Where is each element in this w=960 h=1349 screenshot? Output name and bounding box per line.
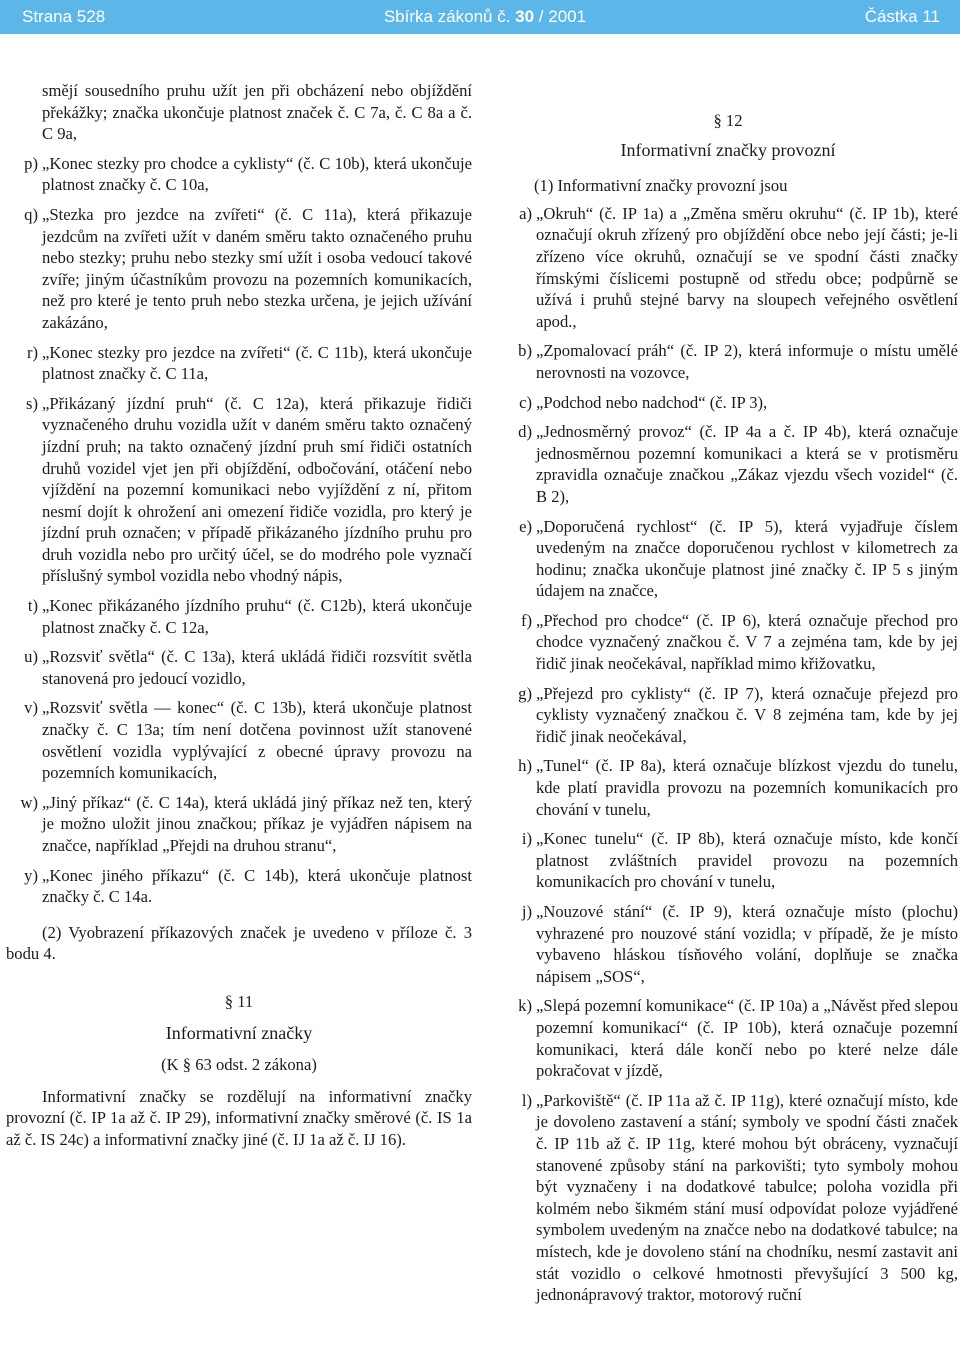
item-label: c) xyxy=(519,392,532,412)
item-text: „Podchod nebo nadchod“ (č. IP 3), xyxy=(536,392,768,412)
item-label: k) xyxy=(518,996,532,1016)
list-item xyxy=(6,204,472,334)
item-text: „Zpomalovací práh“ (č. IP 2), která informuje o místu umělé nerovnosti na vozovce, xyxy=(536,341,958,382)
section-11-number: § 11 xyxy=(224,991,254,1011)
list-item xyxy=(498,995,958,1081)
page-body xyxy=(0,34,960,1349)
section-11-text: Informativní značky se rozdělují na informativní značky provozní (č. IP 1a až č. IP 29), informativní značky směrové (č. IS 1a až č. IS 24c) a informativní značky jiné (č. IJ 1a až č. IJ 16). xyxy=(6,1086,472,1149)
list-item xyxy=(498,421,958,507)
list-item xyxy=(6,153,472,196)
item-text: „Stezka pro jezdce na zvířeti“ (č. C 11a), která přikazuje jezdcům na zvířeti užít v daném směru takto označeného pruhu nebo stezky; pruhu nebo stezky smí užít i osoba vedoucí takové zvíře; jiným účastníkům provozu na pozemních komunikacích, než pro které je tento pruh nebo stezka určena, je jejich užívání zakázáno, xyxy=(42,204,472,332)
item-text: „Nouzové stání“ (č. IP 9), která označuje místo (plochu) vyhrazené pro nouzové stání vozidla; v případě, že je místo vybaveno hláskou tísňového volání, doplňuje se značka nápisem „SOS“, xyxy=(536,902,958,986)
part-number: Částka 11 xyxy=(864,7,940,26)
item-label: t) xyxy=(27,596,38,616)
item-label: v) xyxy=(24,698,38,718)
list-item xyxy=(498,516,958,602)
item-label: a) xyxy=(519,203,532,223)
item-label: l) xyxy=(521,1090,532,1110)
item-text: „Přechod pro chodce“ (č. IP 6), která označuje přechod pro chodce vyznačený značkou č. V 7 a zejména tam, kde by jej řidič jinak neočekával, například mimo křižovatku, xyxy=(536,610,958,674)
item-label: g) xyxy=(518,683,532,703)
item-label: r) xyxy=(26,342,38,362)
page-header xyxy=(0,0,960,34)
list-item xyxy=(498,610,958,675)
item-text: „Rozsviť světla“ (č. C 13a), která ukládá řidiči rozsvítit světla stanovená pro jedoucí vozidlo, xyxy=(42,647,472,688)
list-item xyxy=(498,828,958,893)
item-text: „Konec přikázaného jízdního pruhu“ (č. C12b), která ukončuje platnost značky č. C 12a, xyxy=(42,596,472,637)
item-text: „Slepá pozemní komunikace“ (č. IP 10a) a „Návěst před slepou pozemní komunikací“ (č. IP 10b), která označuje pozemní komunikaci, která dále končí nebo po které nelze dále pokračovat v jízdě, xyxy=(536,996,958,1081)
item-label: u) xyxy=(24,647,38,667)
item-label: f) xyxy=(520,610,532,630)
item-label: q) xyxy=(24,204,38,224)
item-text: „Parkoviště“ (č. IP 11a až č. IP 11g), které označují místo, kde je dovoleno zastavení a stání; symboly ve spodní části značek č. IP 11b až č. IP 11g, které mohou být obráceny, vyznačují stanovené způsoby stání na parkovišti; tyto symboly mohou být vyznačeny i na dodatkové tabulce; poloha vozidla při kolmém nebo šikmém stání musí odpovídat poloze vyjádřené symbolem uvedeným na značce nebo na dodatkové tabulce; na místech, kde je dovoleno stání na chodníku, nesmí zastavit ani stát vozidlo o celkové hmotnosti převyšující 3 500 kg, jednonápravový traktor, motorový ruční xyxy=(536,1090,958,1305)
list-item xyxy=(6,792,472,857)
collection-year: / 2001 xyxy=(534,7,587,26)
item-label: e) xyxy=(519,516,532,536)
section-11-subtitle: (K § 63 odst. 2 zákona) xyxy=(161,1055,317,1075)
item-text: „Jednosměrný provoz“ (č. IP 4a a č. IP 4b), která označuje jednosměrnou pozemní komunikaci a která se v protisměru zpravidla označuje značkou „Zákaz vjezdu všech vozidel“ (č. B 2), xyxy=(536,422,958,506)
item-text: „Jiný příkaz“ (č. C 14a), která ukládá jiný příkaz než ten, který je možno uložit jinou značkou; příkaz je vyjádřen nápisem na značce, například „Přejdi na druhou stranu“, xyxy=(42,792,472,855)
item-label: d) xyxy=(518,422,532,442)
list-item xyxy=(498,1090,958,1306)
item-text: „Přikázaný jízdní pruh“ (č. C 12a), která přikazuje řidiči vyznačeného druhu vozidla užít v daném směru takto označený jízdní pruh; na takto označený jízdní pruh smí řidiči ostatních druhů vozidel vjet jen při objíždění, odbočování, otáčení nebo vjíždění na pozemní komunikaci nebo vyjíždění z ní, přitom nesmí dojít k ohrožení ani omezení řidiče vozidla, pro který je jízdní pruh označen; v případě přikázaného jízdního pruhu pro druh vozidla nebo pro určitý účel, se do modrého pole vyznačí příslušný symbol vozidla nebo vhodný nápis, xyxy=(42,393,472,586)
item-label: h) xyxy=(518,756,532,776)
item-text: „Rozsviť světla — konec“ (č. C 13b), která ukončuje platnost značky č. C 13a; tím není dotčena povinnost užít stanovené osvětlení vozidla vyplývající z obecné úpravy provozu na pozemních komunikacích, xyxy=(42,698,472,783)
list-item xyxy=(6,342,472,385)
list-item xyxy=(6,697,472,783)
item-label: j) xyxy=(521,902,532,921)
item-label: p) xyxy=(24,153,38,173)
paragraph-2: (2) Vyobrazení příkazových značek je uvedeno v příloze č. 3 bodu 4. xyxy=(6,922,472,964)
right-item-list xyxy=(498,203,958,1306)
item-label: i) xyxy=(521,829,532,849)
item-label: b) xyxy=(518,341,532,361)
left-column xyxy=(6,80,472,1151)
item-label: s) xyxy=(26,393,38,413)
list-item xyxy=(498,392,958,414)
item-label: w) xyxy=(20,792,38,812)
section-12-title: Informativní značky provozní xyxy=(620,139,836,160)
section-12-number: § 12 xyxy=(713,111,743,130)
item-text: „Konec stezky pro chodce a cyklisty“ (č. C 10b), která ukončuje platnost značky č. C 10a, xyxy=(42,153,472,195)
list-item xyxy=(498,203,958,333)
list-item xyxy=(6,393,472,587)
item-text: „Přejezd pro cyklisty“ (č. IP 7), která označuje přejezd pro cyklisty vyznačený značkou č. V 8 zejména tam, kde by jej řidič jinak neočekával, xyxy=(536,683,958,746)
collection-title xyxy=(384,7,586,27)
page-number: Strana 528 xyxy=(22,7,106,26)
section-11-title: Informativní značky xyxy=(165,1022,313,1043)
item-text: „Konec jiného příkazu“ (č. C 14b), která ukončuje platnost značky č. C 14a. xyxy=(42,865,472,907)
list-item xyxy=(6,865,472,908)
list-item xyxy=(6,646,472,689)
section-12-lead: (1) Informativní značky provozní jsou xyxy=(534,176,788,196)
list-item xyxy=(498,683,958,748)
continued-text: smějí sousedního pruhu užít jen při obcházení nebo objíždění překážky; značka ukončuje platnost značek č. C 7a, č. C 8a a č. C 9a, xyxy=(42,81,472,144)
collection-number: 30 xyxy=(515,7,535,26)
item-label: y) xyxy=(24,865,38,885)
left-item-list xyxy=(6,153,472,908)
list-item xyxy=(498,755,958,820)
item-text: „Konec tunelu“ (č. IP 8b), která označuje místo, kde končí platnost zvláštních pravidel provozu na pozemních komunikacích pro chování v tunelu, xyxy=(536,829,958,892)
item-text: „Doporučená rychlost“ (č. IP 5), která vyjadřuje číslem uvedeným na značce doporučenou rychlost v kilometrech za hodinu; značka ukončuje platnost jiné značky č. IP 5 s jiným údajem na značce, xyxy=(536,516,958,601)
list-item xyxy=(6,595,472,638)
item-text: „Konec stezky pro jezdce na zvířeti“ (č. C 11b), která ukončuje platnost značky č. C 11a, xyxy=(42,342,472,384)
collection-prefix: Sbírka zákonů č. xyxy=(383,7,516,26)
item-text: „Okruh“ (č. IP 1a) a „Změna směru okruhu“ (č. IP 1b), které označují okruh zřízený pro objíždění obce nebo její části; je-li zřízeno více okruhů, označují se ve spodní části značky římskými číslicemi postupně od středu obce; podpůrně se užívá i pruhů stejné barvy na sloupech veřejného osvětlení apod., xyxy=(536,203,958,331)
right-column xyxy=(498,80,958,1314)
item-text: „Tunel“ (č. IP 8a), která označuje blízkost vjezdu do tunelu, kde platí pravidla provozu na pozemních komunikacích pro chování v tunelu, xyxy=(536,756,958,819)
list-item xyxy=(498,901,958,987)
list-item xyxy=(498,340,958,383)
